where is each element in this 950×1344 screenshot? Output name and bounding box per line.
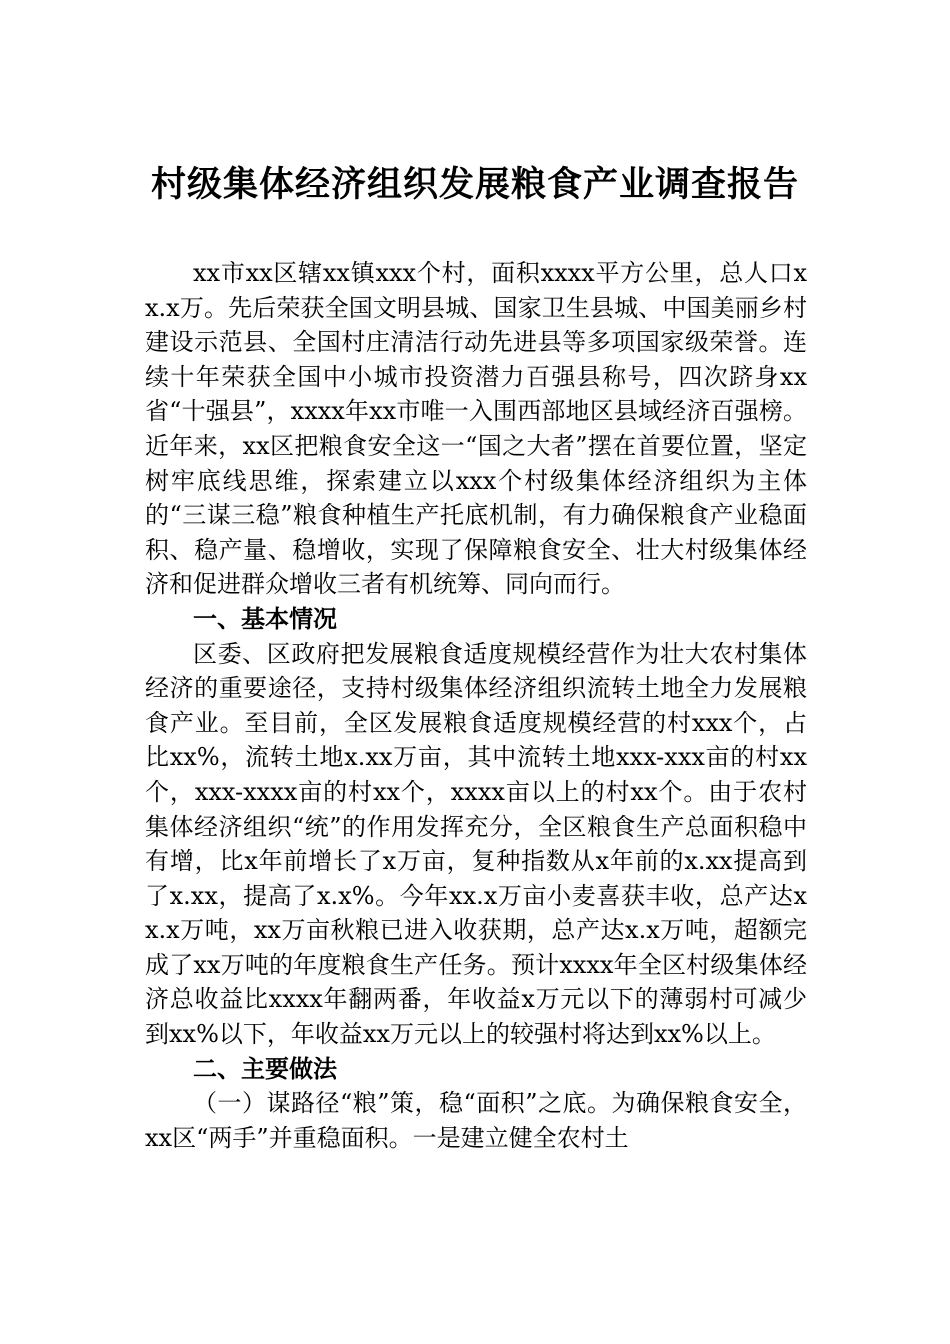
- section-heading-main-practices: 二、主要做法: [193, 1054, 337, 1083]
- basic-situation-paragraph: 区委、区政府把发展粮食适度规模经营作为壮大农村集体经济的重要途径，支持村级集体经济组织流转土地全力发展粮食产业。至目前，全区发展粮食适度规模经营的村xxx个，占比xx%，流转土地x.xx万亩，其中流转土地xxx-xxx亩的村xx个，xxx-xxxx亩的村xx个，xxxx亩以上的村xx个。由于农村集体经济组织“统”的作用发挥充分，全区粮食生产总面积稳中有增，比x年前增长了x万亩，复种指数从x年前的x.xx提高到了x.xx，提高了x.x%。今年xx.x万亩小麦喜获丰收，总产达xx.x万吨，xx万亩秋粮已进入收获期，总产达x.x万吨，超额完成了xx万吨的年度粮食生产任务。预计xxxx年全区村级集体经济总收益比xxxx年翻两番，年收益x万元以下的薄弱村可减少到xx%以下，年收益xx万元以上的较强村将达到xx%以上。: [145, 639, 807, 1049]
- intro-paragraph: xx市xx区辖xx镇xxx个村，面积xxxx平方公里，总人口xx.x万。先后荣获全国文明县城、国家卫生县城、中国美丽乡村建设示范县、全国村庄清洁行动先进县等多项国家级荣誉。连续十年荣获全国中小城市投资潜力百强县称号，四次跻身xx省“十强县”，xxxx年xx市唯一入围西部地区县域经济百强榜。近年来，xx区把粮食安全这一“国之大者”摆在首要位置，坚定树牢底线思维，探索建立以xxx个村级集体经济组织为主体的“三谋三稳”粮食种植生产托底机制，有力确保粮食产业稳面积、稳产量、稳增收，实现了保障粮食安全、壮大村级集体经济和促进群众增收三者有机统筹、同向而行。: [145, 259, 807, 599]
- main-practices-paragraph: （一）谋路径“粮”策，稳“面积”之底。为确保粮食安全，xx区“两手”并重稳面积。一是建立健全农村土: [145, 1089, 807, 1152]
- document-body: [145, 256, 807, 1155]
- document-title: 村级集体经济组织发展粮食产业调查报告: [150, 165, 799, 205]
- section-heading-basic-situation: 一、基本情况: [193, 604, 337, 633]
